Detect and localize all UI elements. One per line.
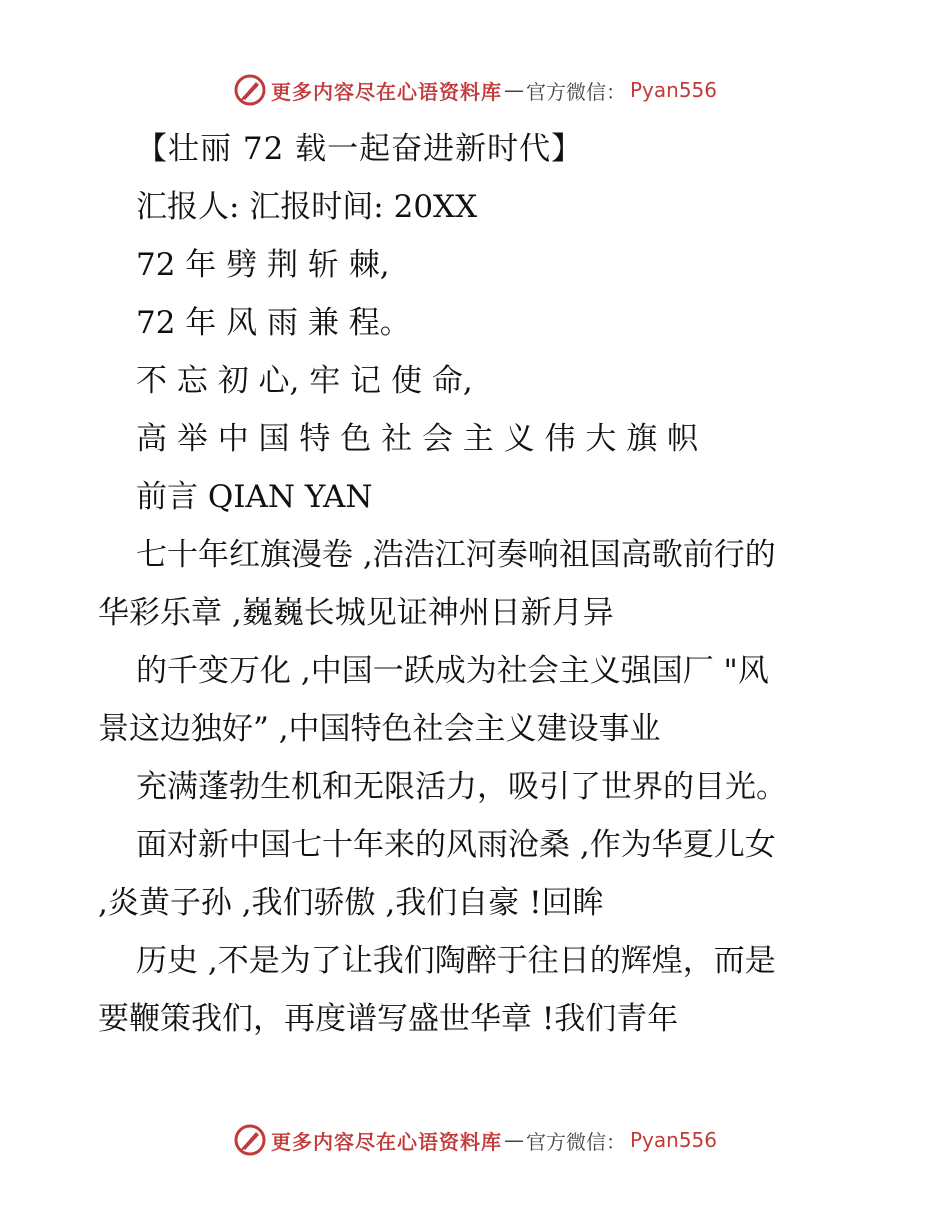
paragraph-1-line-2: 华彩乐章 ,巍巍长城见证神州日新月异 — [98, 595, 614, 631]
reporter-line: 汇报人: 汇报时间: 20XX — [136, 189, 478, 225]
paragraph-5-line-2: 要鞭策我们，再度谱写盛世华章 !我们青年 — [98, 1001, 679, 1037]
document-title: 【壮丽 72 载一起奋进新时代】 — [136, 131, 584, 167]
poem-line-3: 不 忘 初 心, 牢 记 使 命, — [136, 363, 473, 399]
quill-pen-logo-icon — [233, 1123, 267, 1157]
banner-brand-text: 更多内容尽在心语资料库 — [270, 1129, 502, 1154]
paragraph-1-line-1: 七十年红旗漫卷 ,浩浩江河奏响祖国高歌前行的 — [136, 537, 776, 573]
paragraph-4-line-2: ,炎黄子孙 ,我们骄傲 ,我们自豪 !回眸 — [98, 885, 604, 921]
document-body — [98, 120, 858, 1048]
poem-line-1: 72 年 劈 荆 斩 棘, — [136, 247, 390, 283]
poem-line-4: 高 举 中 国 特 色 社 会 主 义 伟 大 旗 帜 — [136, 421, 699, 457]
banner-dash: — — [503, 78, 524, 102]
banner-wechat-label: 官方微信： — [525, 1129, 626, 1154]
preface-heading: 前言 QIAN YAN — [136, 479, 373, 515]
paragraph-2-line-2: 景这边独好” ,中国特色社会主义建设事业 — [98, 711, 661, 747]
paragraph-5-line-1: 历史 ,不是为了让我们陶醉于往日的辉煌，而是 — [136, 943, 776, 979]
paragraph-4-line-1: 面对新中国七十年来的风雨沧桑 ,作为华夏儿女 — [136, 827, 776, 863]
paragraph-3-line-1: 充满蓬勃生机和无限活力，吸引了世界的目光。 — [136, 769, 787, 805]
paragraph-2-line-1: 的千变万化 ,中国一跃成为社会主义强国厂 "风 — [136, 653, 769, 689]
quill-pen-logo-icon — [233, 73, 267, 107]
banner-dash: — — [503, 1128, 524, 1152]
footer-banner — [0, 1120, 950, 1160]
banner-brand-text: 更多内容尽在心语资料库 — [270, 79, 502, 104]
poem-line-2: 72 年 风 雨 兼 程。 — [136, 305, 411, 341]
banner-wechat-label: 官方微信： — [525, 79, 626, 104]
banner-wechat-id: Pyan556 — [629, 1128, 717, 1152]
banner-wechat-id: Pyan556 — [629, 78, 717, 102]
header-banner — [0, 70, 950, 110]
